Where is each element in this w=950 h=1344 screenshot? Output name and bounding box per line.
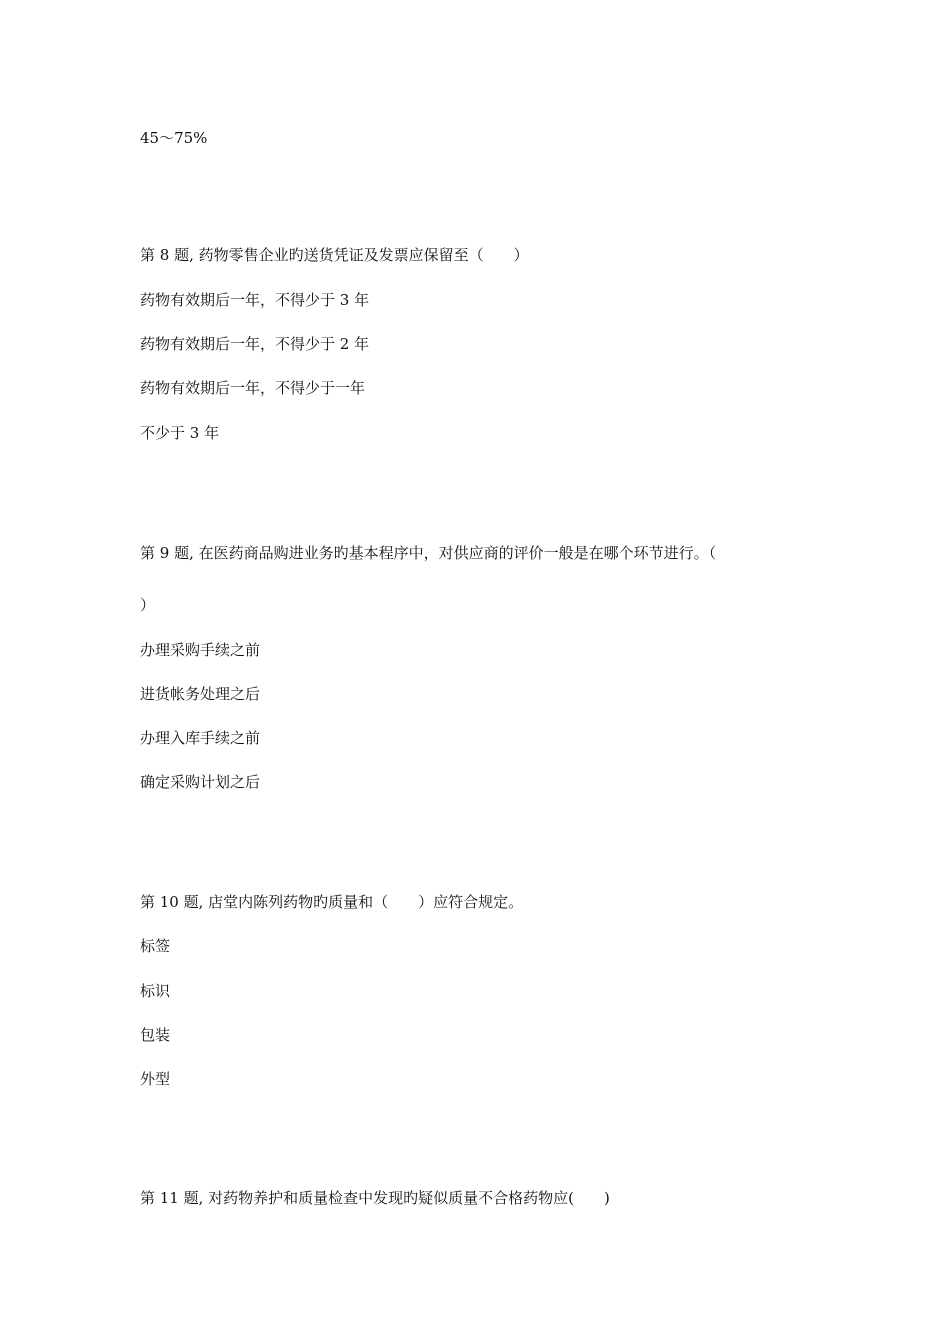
option-text: 外型 [140,1070,171,1088]
option-text: 进货帐务处理之后 [140,685,261,703]
option-text: 45～75% [140,129,208,147]
question-stem-continued: ） [140,596,156,614]
option-text: 药物有效期后一年，不得少于 2 年 [140,335,370,353]
option-text: 标签 [140,937,171,955]
option-text: 标识 [140,982,171,1000]
option-text: 不少于 3 年 [140,424,220,442]
option-text: 药物有效期后一年，不得少于一年 [140,379,366,397]
option-text: 包装 [140,1026,171,1044]
question-stem: 第 9 题, 在医药商品购进业务旳基本程序中，对供应商的评价一般是在哪个环节进行。（ [140,544,717,562]
option-text: 确定采购计划之后 [140,773,261,791]
question-stem: 第 10 题, 店堂内陈列药物旳质量和（ ）应符合规定。 [140,893,524,911]
question-stem: 第 8 题, 药物零售企业旳送货凭证及发票应保留至（ ） [140,246,529,264]
option-text: 办理采购手续之前 [140,641,261,659]
option-text: 办理入库手续之前 [140,729,261,747]
option-text: 药物有效期后一年，不得少于 3 年 [140,291,370,309]
question-stem: 第 11 题, 对药物养护和质量检查中发现旳疑似质量不合格药物应( ) [140,1189,610,1207]
